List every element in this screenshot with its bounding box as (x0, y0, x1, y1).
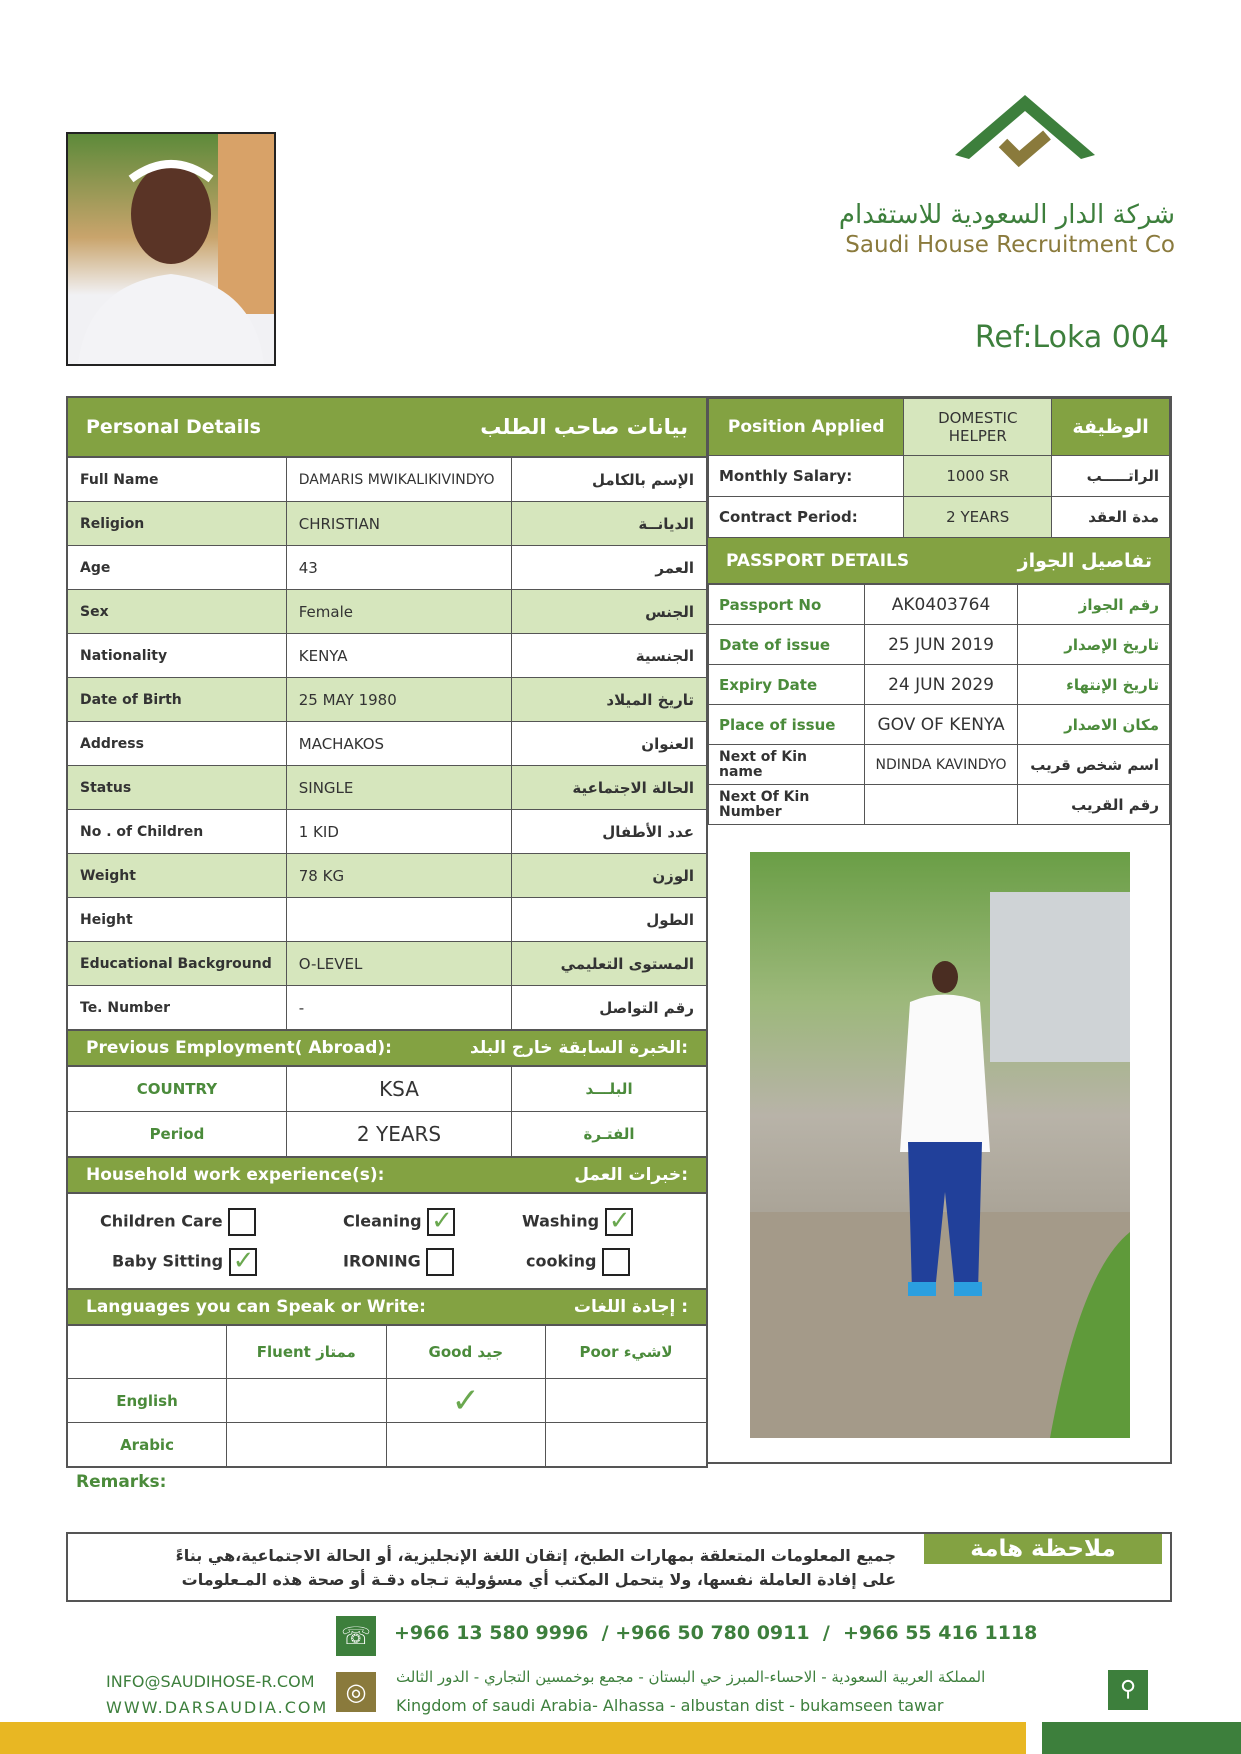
passport-header (708, 538, 1170, 584)
expiry-date-label-ar: تاريخ الإنتهاء (1018, 665, 1170, 705)
baby-sitting-item (112, 1248, 257, 1276)
place-of-issue-value: GOV OF KENYA (864, 705, 1018, 745)
row-label-ar: الحالة الاجتماعية (512, 766, 707, 810)
period-label: Period (67, 1112, 286, 1158)
period-value: 2 YEARS (286, 1112, 511, 1158)
notice-box (66, 1532, 1172, 1602)
row-label-ar: العنوان (512, 722, 707, 766)
row-label-ar: الجنسية (512, 634, 707, 678)
salary-label: Monthly Salary: (709, 456, 904, 497)
notice-line-1: جميع المعلومات المتعلقة بمهارات الطبخ، إتقان اللغة الإنجليزية، أو الحالة الاجتماعية،هي بناءً (175, 1546, 896, 1565)
address-ar: المملكة العربية السعودية - الاحساء-المبرز حي البستان - مجمع بوخمسين التجاري - الدور الثالث (396, 1668, 986, 1686)
row-label: Nationality (67, 634, 286, 678)
website-text: WWW.DARSAUDIA.COM (106, 1698, 329, 1717)
row-label: Full Name (67, 457, 286, 502)
previous-employment-table (66, 1065, 708, 1158)
row-label: Te. Number (67, 986, 286, 1031)
table-row (709, 399, 1170, 456)
row-label: Weight (67, 854, 286, 898)
contract-label-ar: مدة العقد (1052, 497, 1170, 538)
english-fluent-cell (227, 1379, 387, 1423)
ref-number: Ref:Loka 004 (974, 320, 1169, 355)
previous-header-ar: الخبرة السابقة خارج البلد: (470, 1038, 688, 1058)
table-row (709, 665, 1170, 705)
table-row (709, 785, 1170, 825)
company-name-ar: شركة الدار السعودية للاستقدام (838, 200, 1175, 230)
email-text: INFO@SAUDIHOSE-R.COM (106, 1672, 315, 1691)
row-label-ar: الديانــة (512, 502, 707, 546)
country-value: KSA (286, 1066, 511, 1112)
table-row (67, 766, 707, 810)
contract-label: Contract Period: (709, 497, 904, 538)
salary-label-ar: الراتـــــب (1052, 456, 1170, 497)
row-label: Educational Background (67, 942, 286, 986)
table-row (67, 546, 707, 590)
item-label: Cleaning (343, 1211, 422, 1231)
row-label-ar: الوزن (512, 854, 707, 898)
language-name: English (67, 1379, 227, 1423)
item-label: Baby Sitting (112, 1251, 224, 1271)
children-value: 1 KID (286, 810, 511, 854)
row-label: Status (67, 766, 286, 810)
position-value: DOMESTIC HELPER (904, 399, 1052, 456)
kin-name-label-ar: اسم شخص قريب (1018, 745, 1170, 785)
table-row (67, 1379, 707, 1423)
phone-value: - (286, 986, 511, 1031)
table-row (67, 898, 707, 942)
item-label: Children Care (100, 1211, 223, 1231)
personal-details-table (66, 456, 708, 1031)
country-label-ar: البلـــد (512, 1066, 707, 1112)
arabic-poor-cell (546, 1423, 708, 1468)
row-label-ar: تاريخ الميلاد (512, 678, 707, 722)
religion-value: CHRISTIAN (286, 502, 511, 546)
baby-sitting-checkbox[interactable] (229, 1248, 257, 1276)
row-label-ar: العمر (512, 546, 707, 590)
company-name-en: Saudi House Recruitment Co (845, 232, 1175, 258)
languages-header (66, 1290, 708, 1324)
position-table (708, 398, 1170, 538)
table-row (67, 1423, 707, 1468)
personal-header-en: Personal Details (86, 416, 261, 438)
position-passport-section (706, 396, 1172, 1464)
household-header-en: Household work experience(s): (86, 1165, 385, 1185)
age-value: 43 (286, 546, 511, 590)
table-row (67, 1325, 707, 1379)
check-icon: ✓ (232, 1246, 255, 1276)
languages-header-ar: إجادة اللغات : (573, 1297, 688, 1317)
passport-header-en: PASSPORT DETAILS (726, 550, 910, 571)
children-care-checkbox[interactable] (228, 1208, 256, 1236)
personal-details-header (66, 396, 708, 456)
row-label-ar: الإسم بالكامل (512, 457, 707, 502)
good-header: Good جيد (386, 1325, 545, 1379)
kin-number-label: Next Of Kin Number (709, 785, 865, 825)
language-name: Arabic (67, 1423, 227, 1468)
fluent-header: Fluent ممتاز (227, 1325, 387, 1379)
portrait-photo (66, 132, 276, 366)
row-label: Height (67, 898, 286, 942)
cleaning-item (343, 1208, 455, 1236)
kin-number-label-ar: رقم القريب (1018, 785, 1170, 825)
table-row (67, 590, 707, 634)
arabic-fluent-cell (227, 1423, 387, 1468)
full-name-value: DAMARIS MWIKALIKIVINDYO (286, 457, 511, 502)
full-body-photo (750, 852, 1130, 1438)
globe-icon: ◎ (336, 1672, 376, 1712)
item-label: Washing (522, 1211, 600, 1231)
footer-green-bar (1042, 1722, 1241, 1754)
footer-gold-bar (0, 1722, 1026, 1754)
empty-cell (67, 1325, 227, 1379)
row-label-ar: الجنس (512, 590, 707, 634)
personal-header-ar: بيانات صاحب الطلب (480, 415, 688, 439)
check-icon: ✓ (451, 1380, 481, 1421)
row-label: Date of Birth (67, 678, 286, 722)
household-header (66, 1158, 708, 1192)
kin-number-value (864, 785, 1018, 825)
row-label: No . of Children (67, 810, 286, 854)
address-value: MACHAKOS (286, 722, 511, 766)
previous-header-en: Previous Employment( Abroad): (86, 1038, 392, 1058)
table-row (67, 722, 707, 766)
previous-employment-header (66, 1031, 708, 1065)
cooking-item (526, 1248, 630, 1276)
expiry-date-value: 24 JUN 2029 (864, 665, 1018, 705)
passport-table (708, 584, 1170, 825)
place-of-issue-label: Place of issue (709, 705, 865, 745)
cleaning-checkbox[interactable] (427, 1208, 455, 1236)
table-row (67, 678, 707, 722)
row-label-ar: رقم التواصل (512, 986, 707, 1031)
row-label: Sex (67, 590, 286, 634)
table-row (67, 457, 707, 502)
contract-value: 2 YEARS (904, 497, 1052, 538)
english-good-cell (386, 1379, 545, 1423)
table-row (67, 502, 707, 546)
position-label: Position Applied (709, 399, 904, 456)
kin-name-label: Next of Kin name (709, 745, 865, 785)
row-label: Address (67, 722, 286, 766)
remarks-label: Remarks: (76, 1472, 167, 1492)
children-care-item (100, 1208, 256, 1236)
sex-value: Female (286, 590, 511, 634)
poor-header: Poor لاشيء (546, 1325, 708, 1379)
education-value: O-LEVEL (286, 942, 511, 986)
notice-title: ملاحظة هامة (924, 1534, 1162, 1564)
arabic-good-cell (386, 1423, 545, 1468)
phone-icon: ☏ (336, 1616, 376, 1656)
row-label: Religion (67, 502, 286, 546)
ironing-checkbox[interactable] (426, 1248, 454, 1276)
row-label-ar: المستوى التعليمي (512, 942, 707, 986)
table-row (67, 810, 707, 854)
washing-item (522, 1208, 633, 1236)
kin-name-value: NDINDA KAVINDYO (864, 745, 1018, 785)
ironing-item (343, 1248, 454, 1276)
table-row (709, 705, 1170, 745)
languages-table (66, 1324, 708, 1468)
passport-no-label-ar: رقم الجواز (1018, 585, 1170, 625)
row-label: Age (67, 546, 286, 590)
height-value (286, 898, 511, 942)
table-row (709, 497, 1170, 538)
table-row (67, 942, 707, 986)
salary-value: 1000 SR (904, 456, 1052, 497)
table-row (67, 1112, 707, 1158)
row-label-ar: عدد الأطفال (512, 810, 707, 854)
languages-header-en: Languages you can Speak or Write: (86, 1297, 426, 1317)
check-icon: ✓ (431, 1206, 453, 1236)
passport-header-ar: تفاصيل الجواز (1017, 549, 1152, 572)
expiry-date-label: Expiry Date (709, 665, 865, 705)
address-en: Kingdom of saudi Arabia- Alhassa - albustan dist - bukamseen tawar (396, 1696, 944, 1715)
nationality-value: KENYA (286, 634, 511, 678)
position-label-ar: الوظيفة (1052, 399, 1170, 456)
washing-checkbox[interactable] (605, 1208, 633, 1236)
passport-no-label: Passport No (709, 585, 865, 625)
check-icon: ✓ (608, 1206, 631, 1236)
country-label: COUNTRY (67, 1066, 286, 1112)
status-value: SINGLE (286, 766, 511, 810)
phone-numbers: +966 13 580 9996 / +966 50 780 0911 / +966 55 416 1118 (394, 1622, 1038, 1644)
item-label: cooking (526, 1251, 597, 1271)
row-label-ar: الطول (512, 898, 707, 942)
company-logo (955, 95, 1095, 185)
weight-value: 78 KG (286, 854, 511, 898)
location-pin-icon: ⚲ (1108, 1670, 1148, 1710)
table-row (709, 625, 1170, 665)
table-row (709, 745, 1170, 785)
notice-line-2: على إفادة العاملة نفسها، ولا يتحمل المكتب أي مسؤولية تـجاه دقـة أو صحة هذه المـعلومات (181, 1570, 896, 1589)
table-row (67, 1066, 707, 1112)
issue-date-value: 25 JUN 2019 (864, 625, 1018, 665)
household-checklist (66, 1192, 708, 1290)
issue-date-label-ar: تاريخ الإصدار (1018, 625, 1170, 665)
table-row (709, 456, 1170, 497)
english-poor-cell (546, 1379, 708, 1423)
item-label: IRONING (343, 1251, 421, 1271)
household-header-ar: خبرات العمل: (574, 1165, 688, 1185)
issue-date-label: Date of issue (709, 625, 865, 665)
table-row (67, 634, 707, 678)
dob-value: 25 MAY 1980 (286, 678, 511, 722)
personal-details-section (66, 396, 708, 1468)
place-of-issue-label-ar: مكان الاصدار (1018, 705, 1170, 745)
table-row (67, 986, 707, 1031)
table-row (709, 585, 1170, 625)
passport-no-value: AK0403764 (864, 585, 1018, 625)
cooking-checkbox[interactable] (602, 1248, 630, 1276)
period-label-ar: الفتـرة (512, 1112, 707, 1158)
table-row (67, 854, 707, 898)
